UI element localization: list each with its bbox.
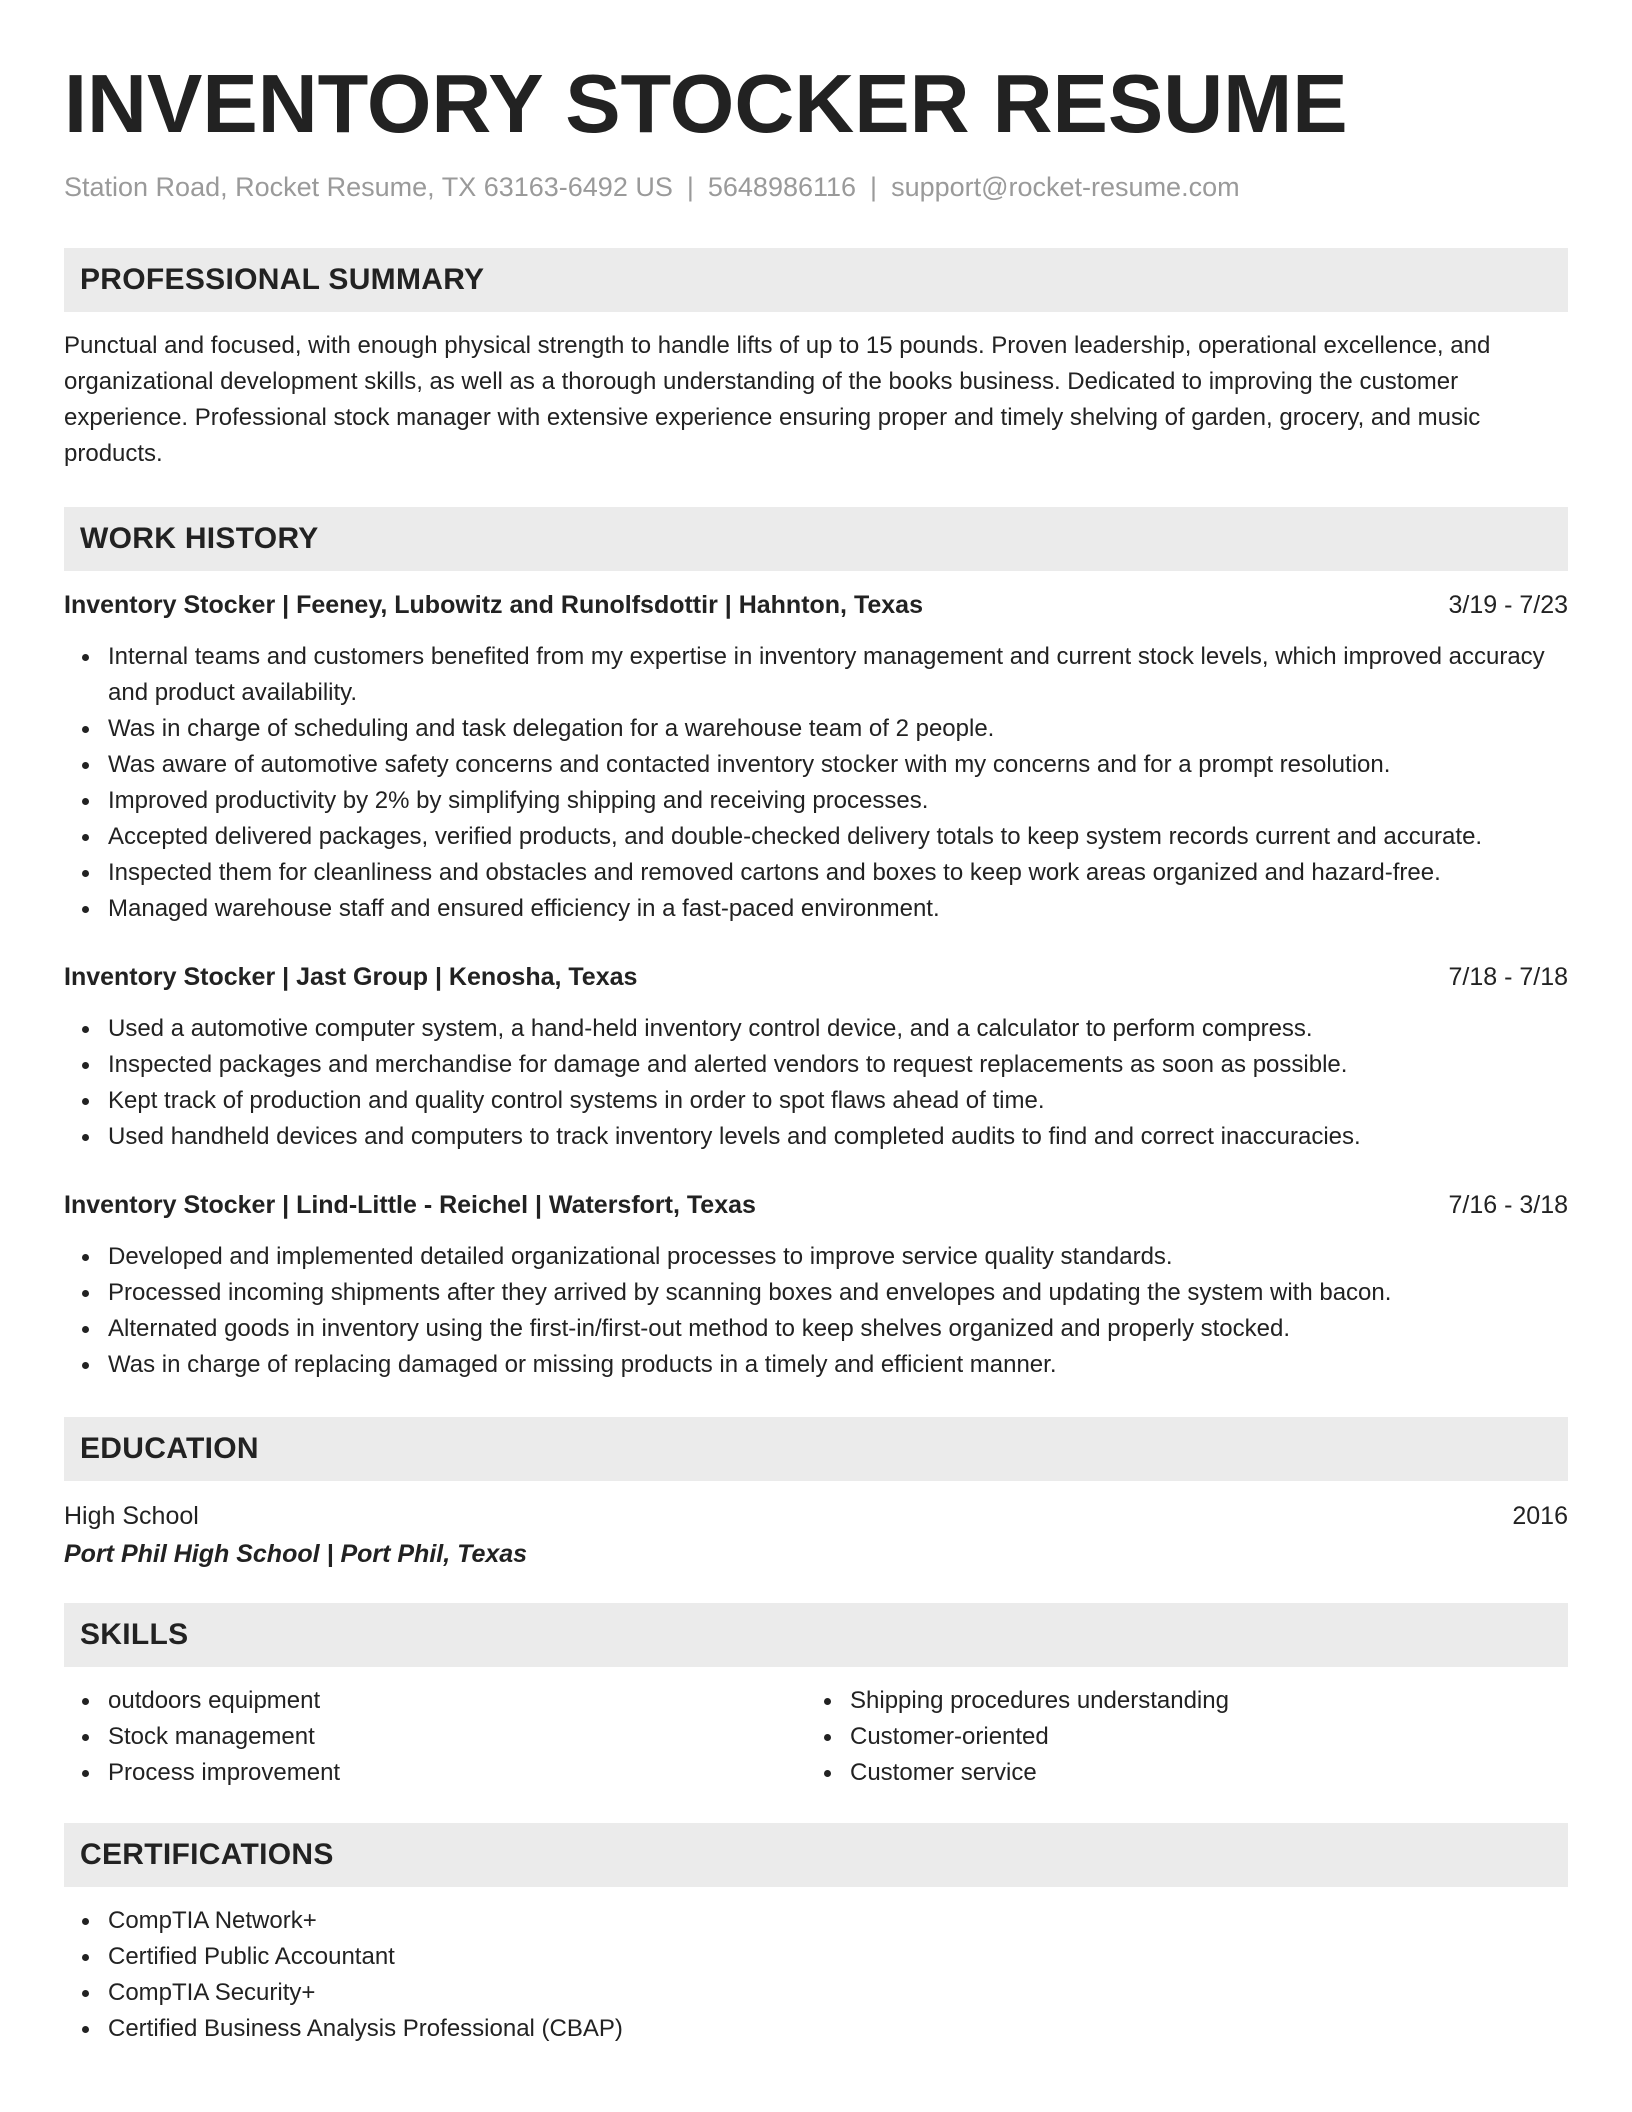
contact-line <box>64 170 1568 204</box>
summary-heading: PROFESSIONAL SUMMARY <box>64 248 1568 312</box>
contact-phone: 5648986116 <box>707 172 857 202</box>
certifications-heading: CERTIFICATIONS <box>64 1823 1568 1887</box>
list-item: CompTIA Network+ <box>64 1903 1568 1939</box>
list-item: Was in charge of scheduling and task delegation for a warehouse team of 2 people. <box>64 711 1568 747</box>
education-degree: High School <box>64 1502 199 1530</box>
job-header <box>64 1187 1568 1223</box>
list-item: Managed warehouse staff and ensured efficiency in a fast-paced environment. <box>64 891 1568 927</box>
list-item: Was in charge of replacing damaged or missing products in a timely and efficient manner. <box>64 1347 1568 1383</box>
job-title: Inventory Stocker | Jast Group | Kenosha, Texas <box>64 963 638 991</box>
job-header <box>64 959 1568 995</box>
job-title: Inventory Stocker | Feeney, Lubowitz and Runolfsdottir | Hahnton, Texas <box>64 591 923 619</box>
list-item: Certified Business Analysis Professional (CBAP) <box>64 2011 1568 2047</box>
job-bullets <box>64 1011 1568 1155</box>
list-item: Used handheld devices and computers to track inventory levels and completed audits to find and correct inaccuracies. <box>64 1119 1568 1155</box>
list-item: Improved productivity by 2% by simplifying shipping and receiving processes. <box>64 783 1568 819</box>
job-dates: 7/16 - 3/18 <box>1448 1191 1568 1219</box>
certifications-list <box>64 1903 1568 2047</box>
job-header <box>64 587 1568 623</box>
job-entry <box>64 959 1568 1155</box>
job-bullets <box>64 639 1568 927</box>
job-bullets <box>64 1239 1568 1383</box>
contact-email[interactable]: support@rocket-resume.com <box>891 172 1240 202</box>
list-item: Internal teams and customers benefited from my expertise in inventory management and current stock levels, which improved accuracy and product availability. <box>64 639 1568 711</box>
skills-list <box>64 1683 1568 1791</box>
work-history-heading: WORK HISTORY <box>64 507 1568 571</box>
resume-page <box>64 0 1568 2047</box>
list-item: Developed and implemented detailed organizational processes to improve service quality standards. <box>64 1239 1568 1275</box>
list-item: Process improvement <box>64 1755 806 1791</box>
contact-separator: | <box>870 172 878 202</box>
list-item: Certified Public Accountant <box>64 1939 1568 1975</box>
list-item: CompTIA Security+ <box>64 1975 1568 2011</box>
list-item: Inspected packages and merchandise for damage and alerted vendors to request replacements as soon as possible. <box>64 1047 1568 1083</box>
list-item: Was aware of automotive safety concerns and contacted inventory stocker with my concerns and for a prompt resolution. <box>64 747 1568 783</box>
education-year: 2016 <box>1512 1502 1568 1530</box>
job-entry <box>64 1187 1568 1383</box>
contact-separator: | <box>686 172 694 202</box>
education-entry <box>64 1497 1568 1573</box>
list-item: outdoors equipment <box>64 1683 806 1719</box>
job-entry <box>64 587 1568 927</box>
list-item: Alternated goods in inventory using the first-in/first-out method to keep shelves organized and properly stocked. <box>64 1311 1568 1347</box>
list-item: Used a automotive computer system, a hand-held inventory control device, and a calculator to perform compress. <box>64 1011 1568 1047</box>
summary-text: Punctual and focused, with enough physical strength to handle lifts of up to 15 pounds. Proven leadership, operational excellence, and organizational development skills, as well as a thorough understanding of the books business. Dedicated to improving the customer experience. Professional stock manager with extensive experience ensuring proper and timely shelving of garden, grocery, and music products. <box>64 332 1491 467</box>
list-item: Processed incoming shipments after they arrived by scanning boxes and envelopes and updating the system with bacon. <box>64 1275 1568 1311</box>
contact-address: Station Road, Rocket Resume, TX 63163-6492 US <box>64 172 673 202</box>
list-item: Accepted delivered packages, verified products, and double-checked delivery totals to keep system records current and accurate. <box>64 819 1568 855</box>
list-item: Kept track of production and quality control systems in order to spot flaws ahead of time. <box>64 1083 1568 1119</box>
skills-column-left <box>64 1683 806 1791</box>
resume-title: INVENTORY STOCKER RESUME <box>64 57 1348 150</box>
list-item: Shipping procedures understanding <box>806 1683 1548 1719</box>
list-item: Inspected them for cleanliness and obstacles and removed cartons and boxes to keep work areas organized and hazard-free. <box>64 855 1568 891</box>
skills-column-right <box>806 1683 1548 1791</box>
skills-heading: SKILLS <box>64 1603 1568 1667</box>
list-item: Customer-oriented <box>806 1719 1548 1755</box>
job-dates: 7/18 - 7/18 <box>1448 963 1568 991</box>
education-school: Port Phil High School | Port Phil, Texas <box>64 1540 528 1568</box>
job-title: Inventory Stocker | Lind-Little - Reichel | Watersfort, Texas <box>64 1191 756 1219</box>
education-header <box>64 1497 1568 1535</box>
list-item: Customer service <box>806 1755 1548 1791</box>
list-item: Stock management <box>64 1719 806 1755</box>
education-heading: EDUCATION <box>64 1417 1568 1481</box>
job-dates: 3/19 - 7/23 <box>1448 591 1568 619</box>
